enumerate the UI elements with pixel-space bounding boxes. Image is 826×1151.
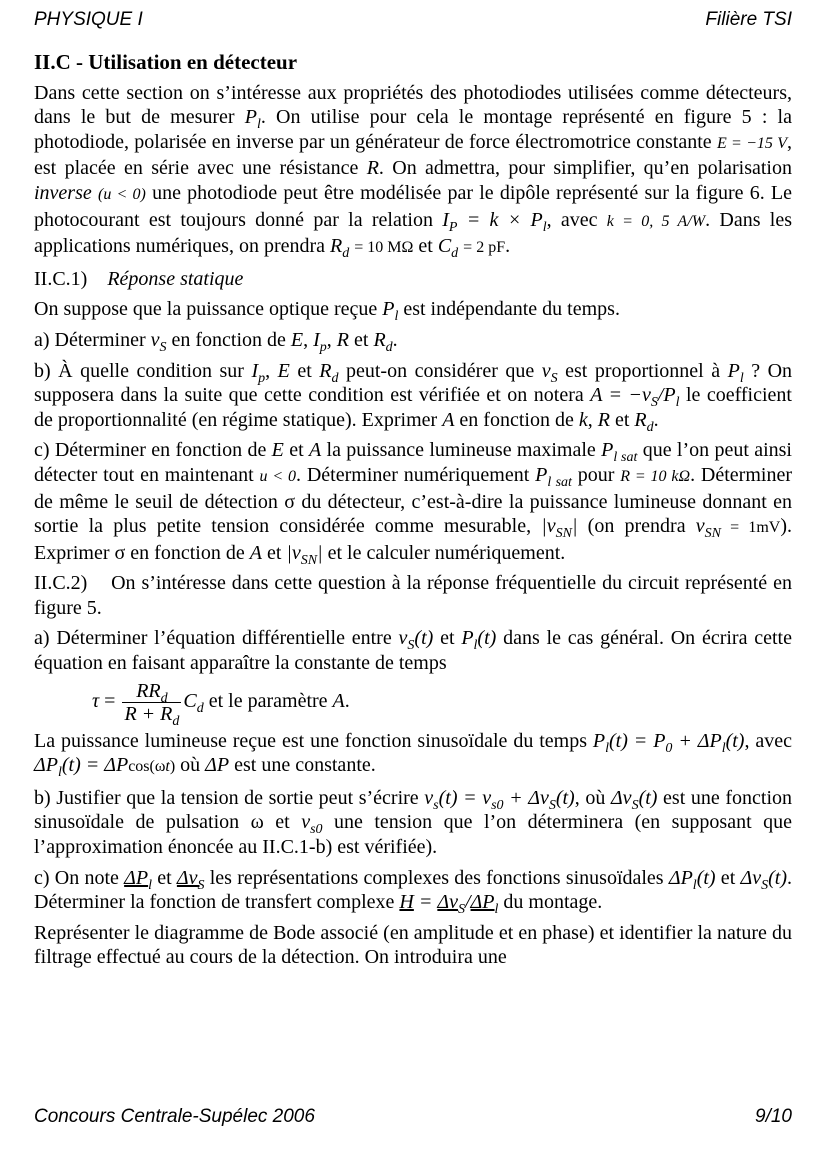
section-title: II.C - Utilisation en détecteur	[34, 50, 298, 74]
intro-paragraph: Dans cette section on s’intéresse aux propriétés des photodiodes utilisées comme détecteurs, dans le but de mesurer $P_l$. On utilise pour cela le montage représenté en figure 5 : la photodiode, polarisée en inverse par un générateur de force électromotrice constante E = −15 V, est placée en série avec une résistance R. On admettra, pour simplifier, qu’en polarisation inverse (u < 0) une photodiode peut être modélisée par le dipôle représenté sur la figure 6. Le photocourant est toujours donné par la relation $I_P = k \times P_l$, avec k = 0, 5 A/W. Dans les applications numériques, on prendra $R_d = 10$ MΩ et $C_d = 2$ pF.	[34, 81, 793, 262]
tau-equation: τ = $\frac{RR_d}{R + R_d}$ $C_d$ et le paramètre A.	[92, 679, 350, 729]
bode-paragraph: Représenter le diagramme de Bode associé (en amplitude et en phase) et identifier la nature du filtrage effectué au cours de la détection. On introduira une	[34, 921, 792, 969]
q2-power-statement: La puissance lumineuse reçue est une fonction sinusoïdale du temps $P_l(t) = P_0 + \Delta P_l(t)$, avec $\Delta P_l(t) = \Delta Pcos(\omega t)$ où ΔP est une constante.	[34, 729, 793, 781]
q2-b: b) Justifier que la tension de sortie peut s’écrire $v_s(t) = v_{s0} + \Delta v_S(t)$, où $\Delta v_S(t)$ est une fonction sinusoïdale de pulsation ω et $v_{s0}$ une tension que l’on déterminera (en supposant que l’approximation énoncée au II.C.1-b) est vérifiée).	[34, 786, 793, 859]
q1-a: a) Déterminer $v_S$ en fonction de E, $I_p$, R et $R_d$.	[34, 328, 398, 355]
q2-c: c) On note $\Delta P_l$ et $\Delta v_S$ les représentations complexes des fonctions sinusoïdales $\Delta P_l(t)$ et $\Delta v_S(t)$. Déterminer la fonction de transfert complexe $H = \Delta v_S/\Delta P_l$ du montage.	[34, 866, 792, 918]
footer-page-number: 9/10	[755, 1106, 792, 1127]
q1-statement: On suppose que la puissance optique reçue $P_l$ est indépendante du temps.	[34, 298, 620, 325]
q2-a: a) Déterminer l’équation différentielle entre $v_S(t)$ et $P_l(t)$ dans le cas général. On écrira cette équation en faisant apparaître la constante de temps	[34, 627, 792, 675]
q1-b: b) À quelle condition sur $I_p$, E et $R_d$ peut-on considérer que $v_S$ est proportionnel à $P_l$ ? On supposera dans la suite que cette condition est vérifiée et on notera $A = -v_S/P_l$ le coefficient de proportionnalité (en régime statique). Exprimer A en fonction de k, R et $R_d$.	[34, 359, 793, 435]
header-subject: PHYSIQUE I	[34, 9, 143, 30]
footer-competition: Concours Centrale-Supélec 2006	[34, 1106, 315, 1127]
header-track: Filière TSI	[705, 9, 792, 30]
page-body	[34, 50, 792, 970]
q1-c: c) Déterminer en fonction de E et A la puissance lumineuse maximale $P_{l sat}$ que l’on peut ainsi détecter tout en maintenant u < 0. Déterminer numériquement $P_{l sat}$ pour R = 10 kΩ. Déterminer de même le seuil de détection σ du détecteur, c’est-à-dire la puissance lumineuse donnant en sortie la plus petite tension considérée comme mesurable, $|v_{SN}|$ (on prendra $v_{SN} = 1mV$). Exprimer σ en fonction de A et $|v_{SN}|$ et le calculer numériquement.	[34, 439, 793, 568]
question-2-heading: II.C.2) On s’intéresse dans cette question à la réponse fréquentielle du circuit représenté en figure 5.	[34, 572, 792, 619]
question-1-heading: II.C.1) Réponse statique	[34, 267, 244, 290]
page-header	[34, 9, 792, 35]
page-footer	[34, 1106, 792, 1132]
